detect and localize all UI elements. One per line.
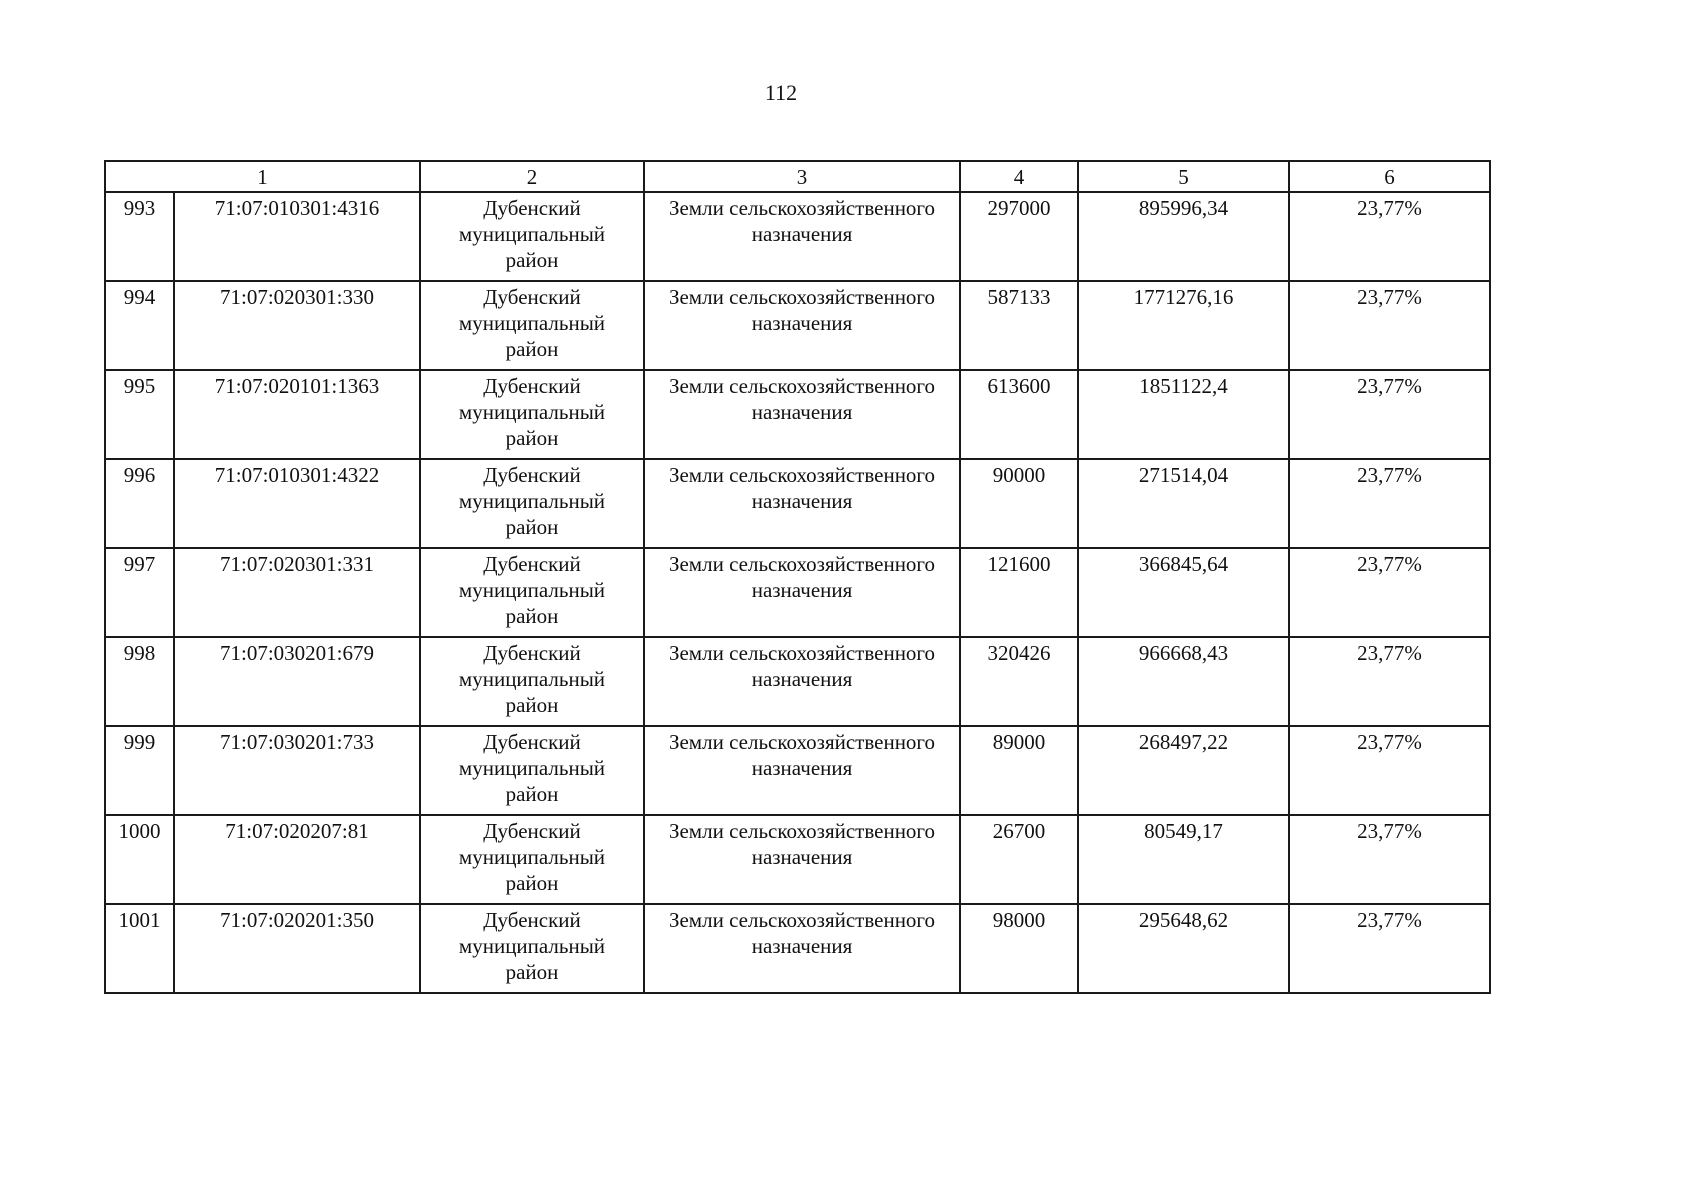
land-category-cell-line: назначения [751,311,853,335]
table-row [105,192,1490,281]
cadastral-number-cell: 71:07:010301:4322 [174,459,420,548]
header-cell-4: 4 [960,161,1078,192]
district-cell-line: район [505,782,559,806]
cadastral-number-cell: 71:07:020301:331 [174,548,420,637]
table-row [105,370,1490,459]
land-category-cell-line: назначения [751,578,853,602]
land-category-cell-line: Земли сельскохозяйственного [668,730,936,754]
area-cell: 98000 [960,904,1078,993]
land-category-cell-line: назначения [751,400,853,424]
table-row [105,548,1490,637]
rate-cell: 23,77% [1289,192,1490,281]
district-cell-line: муниципальный [458,845,606,869]
land-category-cell-line: назначения [751,222,853,246]
table-body [105,161,1490,993]
land-category-cell [644,459,960,548]
land-category-cell [644,904,960,993]
district-cell [420,904,644,993]
header-cell-3: 3 [644,161,960,192]
district-cell [420,459,644,548]
table-row [105,281,1490,370]
area-cell: 89000 [960,726,1078,815]
row-number-cell: 1001 [105,904,174,993]
area-cell: 613600 [960,370,1078,459]
district-cell-line: район [505,337,559,361]
district-cell-line: район [505,871,559,895]
district-cell-line: Дубенский [483,819,581,843]
header-cell-6: 6 [1289,161,1490,192]
land-category-cell-line: Земли сельскохозяйственного [668,908,936,932]
row-number-cell: 997 [105,548,174,637]
area-cell: 297000 [960,192,1078,281]
area-cell: 121600 [960,548,1078,637]
district-cell-line: Дубенский [483,285,581,309]
land-category-cell-line: Земли сельскохозяйственного [668,285,936,309]
district-cell [420,726,644,815]
district-cell-line: район [505,604,559,628]
table-row [105,637,1490,726]
rate-cell: 23,77% [1289,904,1490,993]
district-cell-line: муниципальный [458,311,606,335]
land-category-cell-line: назначения [751,934,853,958]
district-cell-line: район [505,693,559,717]
district-cell-line: Дубенский [483,641,581,665]
land-category-cell [644,192,960,281]
district-cell [420,192,644,281]
district-cell [420,281,644,370]
district-cell-line: муниципальный [458,489,606,513]
district-cell-line: муниципальный [458,578,606,602]
header-cell-2: 2 [420,161,644,192]
land-category-cell-line: Земли сельскохозяйственного [668,374,936,398]
cadastral-value-cell: 1771276,16 [1078,281,1289,370]
table-row [105,726,1490,815]
cadastral-number-cell: 71:07:020101:1363 [174,370,420,459]
area-cell: 26700 [960,815,1078,904]
cadastral-number-cell: 71:07:030201:733 [174,726,420,815]
row-number-cell: 999 [105,726,174,815]
table-row [105,459,1490,548]
rate-cell: 23,77% [1289,281,1490,370]
district-cell [420,815,644,904]
district-cell-line: муниципальный [458,667,606,691]
area-cell: 90000 [960,459,1078,548]
land-category-cell-line: назначения [751,756,853,780]
row-number-cell: 998 [105,637,174,726]
rate-cell: 23,77% [1289,370,1490,459]
land-category-cell [644,370,960,459]
land-category-cell-line: Земли сельскохозяйственного [668,552,936,576]
header-cell-1: 1 [105,161,420,192]
district-cell [420,370,644,459]
row-number-cell: 993 [105,192,174,281]
district-cell-line: район [505,960,559,984]
land-category-cell-line: назначения [751,667,853,691]
cadastral-number-cell: 71:07:020207:81 [174,815,420,904]
row-number-cell: 995 [105,370,174,459]
land-parcel-table [104,160,1491,994]
rate-cell: 23,77% [1289,548,1490,637]
cadastral-value-cell: 1851122,4 [1078,370,1289,459]
district-cell-line: Дубенский [483,552,581,576]
header-row [105,161,1490,192]
cadastral-value-cell: 895996,34 [1078,192,1289,281]
district-cell-line: район [505,248,559,272]
district-cell [420,637,644,726]
land-category-cell [644,548,960,637]
district-cell-line: Дубенский [483,730,581,754]
header-cell-5: 5 [1078,161,1289,192]
row-number-cell: 996 [105,459,174,548]
table-row [105,904,1490,993]
district-cell-line: Дубенский [483,374,581,398]
page-number: 112 [764,80,798,105]
cadastral-number-cell: 71:07:020301:330 [174,281,420,370]
land-category-cell-line: Земли сельскохозяйственного [668,641,936,665]
row-number-cell: 994 [105,281,174,370]
land-category-cell [644,815,960,904]
land-category-cell-line: назначения [751,845,853,869]
rate-cell: 23,77% [1289,726,1490,815]
district-cell-line: район [505,515,559,539]
land-category-cell [644,637,960,726]
district-cell-line: район [505,426,559,450]
land-category-cell [644,281,960,370]
cadastral-value-cell: 295648,62 [1078,904,1289,993]
district-cell [420,548,644,637]
area-cell: 587133 [960,281,1078,370]
land-category-cell-line: Земли сельскохозяйственного [668,196,936,220]
rate-cell: 23,77% [1289,637,1490,726]
district-cell-line: муниципальный [458,934,606,958]
rate-cell: 23,77% [1289,459,1490,548]
cadastral-value-cell: 268497,22 [1078,726,1289,815]
district-cell-line: Дубенский [483,908,581,932]
district-cell-line: муниципальный [458,756,606,780]
cadastral-number-cell: 71:07:020201:350 [174,904,420,993]
area-cell: 320426 [960,637,1078,726]
land-category-cell-line: назначения [751,489,853,513]
cadastral-value-cell: 271514,04 [1078,459,1289,548]
row-number-cell: 1000 [105,815,174,904]
land-category-cell [644,726,960,815]
cadastral-value-cell: 80549,17 [1078,815,1289,904]
table-row [105,815,1490,904]
cadastral-number-cell: 71:07:010301:4316 [174,192,420,281]
cadastral-value-cell: 366845,64 [1078,548,1289,637]
district-cell-line: муниципальный [458,222,606,246]
district-cell-line: Дубенский [483,463,581,487]
district-cell-line: Дубенский [483,196,581,220]
rate-cell: 23,77% [1289,815,1490,904]
cadastral-number-cell: 71:07:030201:679 [174,637,420,726]
land-category-cell-line: Земли сельскохозяйственного [668,819,936,843]
district-cell-line: муниципальный [458,400,606,424]
land-category-cell-line: Земли сельскохозяйственного [668,463,936,487]
cadastral-value-cell: 966668,43 [1078,637,1289,726]
